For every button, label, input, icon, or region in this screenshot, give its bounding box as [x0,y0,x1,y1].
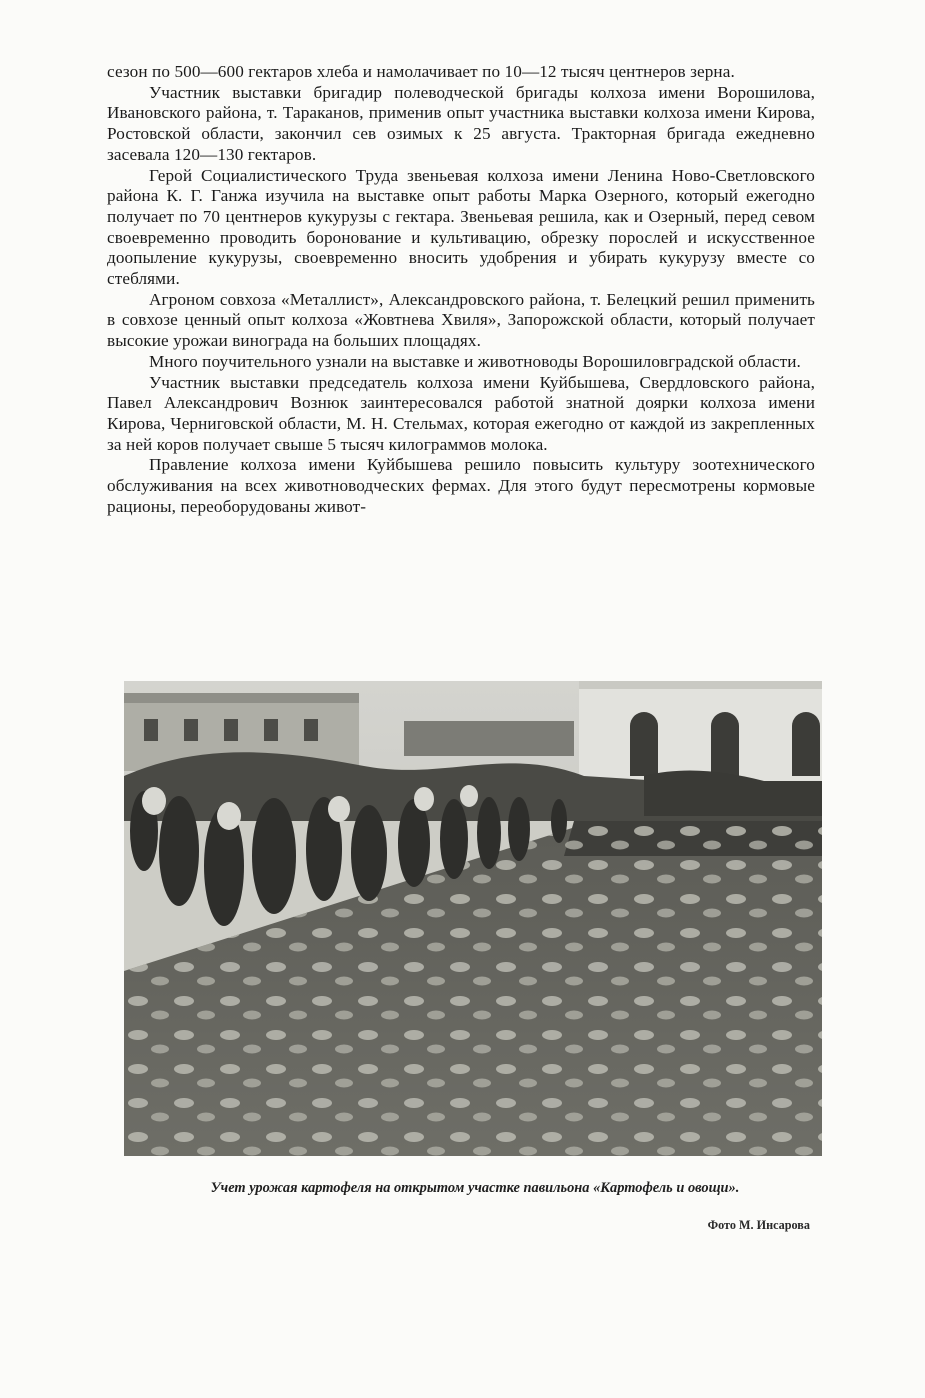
exhibition-photo [124,681,822,1156]
photo-caption: Учет урожая картофеля на открытом участке павильона «Картофель и овощи». [210,1180,740,1196]
paragraph-7: Правление колхоза имени Куйбышева решило повысить культуру зоотехнического обслуживания на всех животноводческих фермах. Для этого будут пересмотрены кормовые рационы, переоборудованы живот- [107,455,815,516]
paragraph-2: Участник выставки бригадир полеводческой бригады колхоза имени Ворошилова, Ивановского района, т. Тараканов, применив опыт участника выставки колхоза имени Кирова, Ростовской области, закончил сев озимых к 25 августа. Тракторная бригада ежедневно засевала 120—130 гектаров. [107,82,815,164]
photo-credit: Фото М. Инсарова [707,1218,810,1232]
paragraph-3: Герой Социалистического Труда звеньевая колхоза имени Ленина Ново-Светловского района К. Г. Ганжа изучила на выставке опыт работы Марка Озерного, который ежегодно получает по 70 центнеров кукурузы с гектара. Звеньевая решила, как и Озерный, перед севом своевременно проводить боронование и культивацию, обрезку порослей и искусственное доопыление кукурузы, своевременно вносить удобрения и убирать кукурузу вместе со стеблями. [107,165,815,289]
paragraph-4: Агроном совхоза «Металлист», Александровского района, т. Белецкий решил применить в совхозе ценный опыт колхоза «Жовтнева Хвиля», Запорожской области, который получает высокие урожаи винограда на больших площадях. [107,289,815,351]
paragraph-6: Участник выставки председатель колхоза имени Куйбышева, Свердловского района, Павел Александрович Вознюк заинтересовался работой знатной доярки колхоза имени Кирова, Черниговской области, М. Н. Стельмах, которая ежегодно от каждой из закрепленных за ней коров получает свыше 5 тысяч килограммов молока. [107,372,815,454]
paragraph-5: Много поучительного узнали на выставке и животноводы Ворошиловградской области. [149,351,801,371]
paragraph-1: сезон по 500—600 гектаров хлеба и намолачивает по 10—12 тысяч центнеров зерна. [107,62,735,81]
article-body [107,62,815,517]
